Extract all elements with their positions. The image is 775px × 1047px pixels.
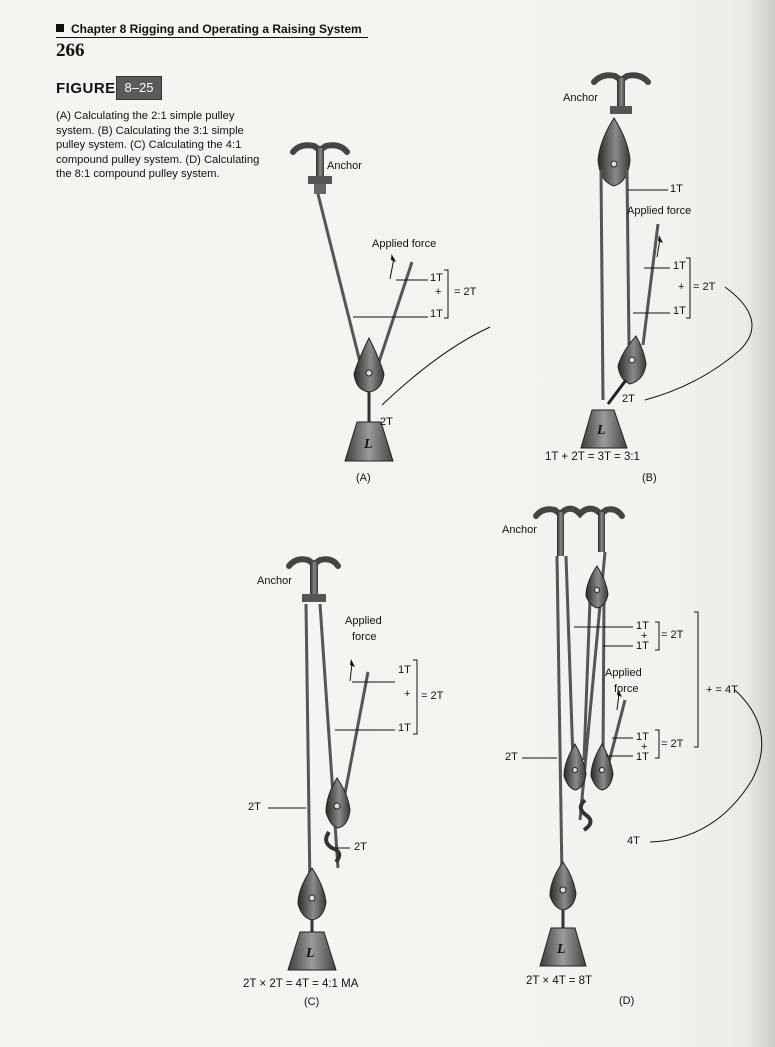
load-label: L <box>306 946 315 961</box>
upper-plus-label-d: + <box>641 630 648 642</box>
lower-sum-label-d: = 2T <box>661 738 684 750</box>
figure-label: FIGURE <box>56 80 116 97</box>
applied-force-label-d-1: Applied <box>605 667 642 679</box>
anchor-label-a: Anchor <box>327 160 362 172</box>
applied-force-arrow <box>657 239 660 257</box>
rope-mid-left <box>566 556 573 760</box>
pulley-icon <box>550 862 576 910</box>
upper-tension-label-d-1: 1T <box>636 620 649 632</box>
curve-leader <box>645 287 752 400</box>
applied-force-arrow <box>617 694 619 710</box>
anchor-label-d: Anchor <box>502 524 537 536</box>
pulley-icon <box>298 868 326 920</box>
rope-right <box>343 672 368 804</box>
sum-bracket <box>444 270 448 318</box>
applied-force-arrow <box>350 664 352 681</box>
tension-label-a-1: 1T <box>430 272 443 284</box>
rope-left <box>306 604 310 890</box>
knot-tension-label-c: 2T <box>354 841 367 853</box>
sum-bracket <box>686 258 690 318</box>
left-tension-label-c: 2T <box>248 801 261 813</box>
upper-tension-label-d-2: 1T <box>636 640 649 652</box>
figure-caption: (A) Calculating the 2:1 simple pulley system. (B) Calculating the 3:1 simple pulley system. (C) Calculating the 4:1 compound pulley system. (D) Calculating the 8:1 compound pulley system. <box>56 110 260 181</box>
load-label: L <box>364 437 373 452</box>
applied-force-label-a: Applied force <box>372 238 437 250</box>
equation-d: 2T × 4T = 8T <box>526 975 593 987</box>
tension-label-b-2: 1T <box>673 305 686 317</box>
rope-middle <box>627 170 629 345</box>
anchor-icon <box>536 509 622 556</box>
knot-tension-label-d: 4T <box>627 835 640 847</box>
equation-c: 2T × 2T = 4T = 4:1 MA <box>243 978 359 990</box>
upper-bracket <box>655 622 659 650</box>
tension-label-b-1: 1T <box>673 260 686 272</box>
plus-label-b: + <box>678 281 685 293</box>
applied-force-label-c-2: force <box>352 631 377 643</box>
page-number: 266 <box>56 40 85 61</box>
plus-label-c: + <box>404 688 411 700</box>
applied-force-label-b: Applied force <box>627 205 692 217</box>
pulley-icon <box>564 744 586 790</box>
tension-label-c-2: 1T <box>398 722 411 734</box>
sum-bracket <box>413 660 417 734</box>
anchor-icon <box>289 559 338 602</box>
sum-label-c: = 2T <box>421 690 444 702</box>
figure-number-badge: 8–25 <box>116 76 162 100</box>
pulley-icon <box>354 338 384 392</box>
anchor-icon <box>594 75 648 114</box>
applied-force-label-d-2: force <box>614 683 639 695</box>
lower-plus-label-d: + <box>641 741 648 753</box>
prusik-knot-icon <box>581 800 591 830</box>
chapter-title: Chapter 8 Rigging and Operating a Raising System <box>71 22 362 36</box>
bottom-leader <box>382 327 490 405</box>
pulley-icon <box>598 118 630 186</box>
lower-tension-label-d-2: 1T <box>636 751 649 763</box>
pulley-icon <box>591 744 613 790</box>
upper-sum-label-d: = 2T <box>661 629 684 641</box>
rope-left <box>601 170 603 400</box>
curve-leader <box>650 690 762 842</box>
applied-force-label-c-1: Applied <box>345 615 382 627</box>
arrow-head-icon <box>391 254 396 262</box>
total-bracket <box>694 612 698 747</box>
diagram-a <box>293 145 490 461</box>
total-label-d: + = 4T <box>706 684 738 696</box>
arrow-head-icon <box>658 235 663 243</box>
diagram-letter-c: (C) <box>304 996 320 1008</box>
rope-mid-right <box>603 600 604 760</box>
load-label: L <box>557 942 566 957</box>
load-label: L <box>597 423 606 438</box>
rope-left <box>318 194 360 362</box>
tension-label-c-1: 1T <box>398 664 411 676</box>
rope-left <box>557 556 562 878</box>
lower-bracket <box>655 730 659 758</box>
rope-middle <box>320 604 338 868</box>
diagram-letter-b: (B) <box>642 472 657 484</box>
diagram-letter-d: (D) <box>619 995 635 1007</box>
rope-right <box>379 262 412 362</box>
anchor-label-b: Anchor <box>563 92 598 104</box>
anchor-label-c: Anchor <box>257 575 292 587</box>
lower-tension-label-d-1: 1T <box>636 731 649 743</box>
bottom-tension-label-a: 2T <box>380 416 393 428</box>
arrow-head-icon <box>350 659 355 667</box>
top-tension-label-b: 1T <box>670 183 683 195</box>
diagram-b <box>581 75 752 448</box>
diagram-c <box>268 559 417 970</box>
left-tension-label-d: 2T <box>505 751 518 763</box>
applied-force-arrow <box>390 258 394 279</box>
plus-label-a: + <box>435 286 442 298</box>
sum-label-a: = 2T <box>454 286 477 298</box>
tension-label-a-2: 1T <box>430 308 443 320</box>
bottom-tension-label-b: 2T <box>622 393 635 405</box>
rope-right <box>643 224 658 345</box>
diagram-letter-a: (A) <box>356 472 371 484</box>
sum-label-b: = 2T <box>693 281 716 293</box>
equation-b: 1T + 2T = 3T = 3:1 <box>545 451 640 463</box>
pulley-icon <box>586 566 608 608</box>
